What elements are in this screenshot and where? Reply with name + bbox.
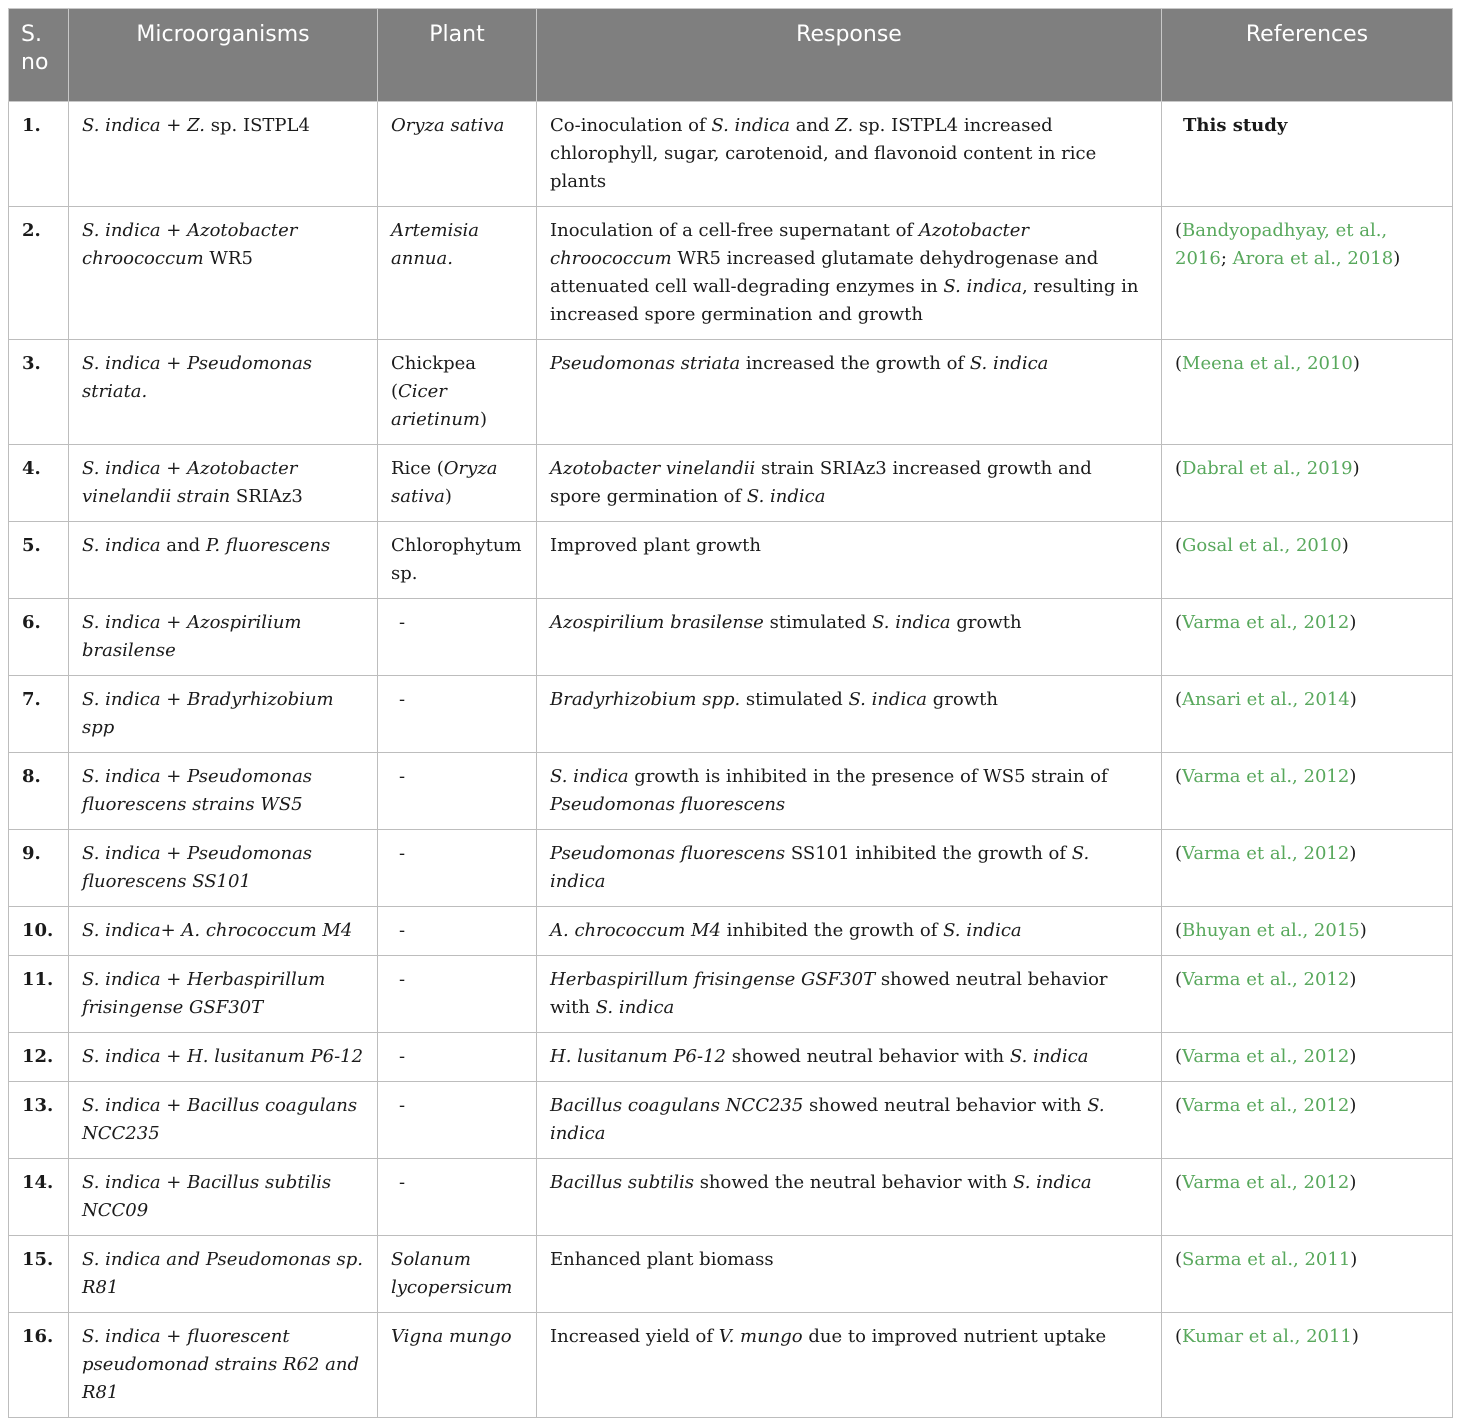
- response-cell: [537, 207, 1162, 340]
- microorganisms-cell: [69, 445, 378, 522]
- header-response: Response: [537, 9, 1162, 102]
- reference-link[interactable]: Varma et al., 2012: [1182, 766, 1350, 787]
- microorganism-text: +: [160, 766, 188, 787]
- microorganism-text: WR5: [203, 248, 253, 269]
- response-italic-text: Pseudomonas striata: [550, 353, 741, 374]
- response-text: showed neutral behavior with: [725, 1046, 1010, 1067]
- microorganism-italic-text: S. indica+ A. chrococcum M4: [82, 920, 353, 941]
- response-text: Increased yield of: [550, 1326, 719, 1347]
- response-cell: [537, 599, 1162, 676]
- microorganisms-cell: [69, 676, 378, 753]
- response-text: showed neutral behavior with: [550, 969, 1108, 1018]
- microorganism-italic-text: S. indica: [82, 220, 161, 241]
- table-row: [9, 599, 1453, 676]
- response-italic-text: S. indica: [746, 486, 826, 507]
- microorganism-italic-text: Bacillus subtilis NCC09: [82, 1172, 332, 1221]
- microorganisms-cell: [69, 1236, 378, 1313]
- reference-text: (: [1175, 920, 1183, 941]
- reference-text: ): [1349, 843, 1357, 864]
- response-text: inhibited the growth of: [720, 920, 944, 941]
- microorganism-text: +: [160, 843, 188, 864]
- reference-text: ): [1352, 353, 1360, 374]
- reference-link[interactable]: Kumar et al., 2011: [1182, 1326, 1352, 1347]
- microorganisms-cell: [69, 340, 378, 445]
- response-text: Co-inoculation of: [550, 115, 712, 136]
- microorganism-text: +: [160, 458, 188, 479]
- response-text: SS101 inhibited the growth of: [785, 843, 1072, 864]
- microorganisms-cell: [69, 102, 378, 207]
- response-text: stimulated: [763, 612, 873, 633]
- response-text: growth: [927, 689, 998, 710]
- plant-cell: [378, 830, 537, 907]
- microorganism-italic-text: Azotobacter vinelandii strain: [82, 458, 298, 507]
- references-cell: [1162, 207, 1453, 340]
- reference-text: ): [1352, 458, 1360, 479]
- reference-link[interactable]: Bhuyan et al., 2015: [1182, 920, 1360, 941]
- response-italic-text: S. indica: [848, 689, 928, 710]
- plant-cell: [378, 1159, 537, 1236]
- row-number: 4.: [9, 445, 69, 522]
- microorganism-italic-text: S. indica and Pseudomonas sp. R81: [82, 1249, 364, 1298]
- row-number: 6.: [9, 599, 69, 676]
- response-text: Enhanced plant biomass: [550, 1249, 774, 1270]
- references-cell: [1162, 1236, 1453, 1313]
- response-italic-text: S. indica: [711, 115, 790, 136]
- microorganism-italic-text: Bradyrhizobium spp: [82, 689, 334, 738]
- row-number: 5.: [9, 522, 69, 599]
- table-container: [8, 8, 1452, 1418]
- references-cell: [1162, 676, 1453, 753]
- table-header-row: [9, 9, 1453, 102]
- microorganism-italic-text: Pseudomonas fluorescens strains WS5: [82, 766, 313, 815]
- plant-text: -: [399, 1046, 406, 1067]
- plant-text: -: [399, 689, 406, 710]
- plant-text: ): [480, 409, 488, 430]
- table-row: [9, 1033, 1453, 1082]
- row-number: 7.: [9, 676, 69, 753]
- response-text: sp. ISTPL4 increased chlorophyll, sugar, carotenoid, and flavonoid content in rice plants: [550, 115, 1097, 192]
- references-cell: [1162, 1033, 1453, 1082]
- response-italic-text: Pseudomonas fluorescens: [550, 843, 786, 864]
- plant-cell: [378, 753, 537, 830]
- reference-text: (: [1175, 220, 1183, 241]
- response-italic-text: S. indica: [1013, 1172, 1092, 1193]
- references-cell: [1162, 1082, 1453, 1159]
- response-italic-text: Bacillus subtilis: [550, 1172, 694, 1193]
- microorganism-text: +: [160, 1095, 188, 1116]
- microorganisms-cell: [69, 907, 378, 956]
- response-text: Inoculation of a cell-free supernatant of: [550, 220, 919, 241]
- microorganism-text: SRIAz3: [230, 486, 303, 507]
- table-row: [9, 102, 1453, 207]
- microorganism-text: +: [160, 1046, 188, 1067]
- plant-cell: [378, 207, 537, 340]
- reference-text: ): [1350, 1249, 1358, 1270]
- response-italic-text: Pseudomonas fluorescens: [550, 794, 786, 815]
- response-cell: [537, 1082, 1162, 1159]
- reference-text: (: [1175, 1172, 1183, 1193]
- reference-text: (: [1175, 535, 1183, 556]
- plant-italic-text: Cicer arietinum: [391, 381, 480, 430]
- reference-text: ): [1349, 1095, 1357, 1116]
- row-number: 10.: [9, 907, 69, 956]
- microorganism-italic-text: S. indica: [82, 843, 161, 864]
- response-cell: [537, 676, 1162, 753]
- plant-cell: [378, 340, 537, 445]
- microorganism-italic-text: S. indica: [82, 458, 161, 479]
- response-italic-text: S. indica: [550, 766, 629, 787]
- response-italic-text: V. mungo: [718, 1326, 803, 1347]
- row-number: 9.: [9, 830, 69, 907]
- response-text: stimulated: [740, 689, 849, 710]
- plant-text: -: [399, 969, 406, 990]
- microorganisms-cell: [69, 956, 378, 1033]
- row-number: 12.: [9, 1033, 69, 1082]
- plant-text: -: [399, 1172, 406, 1193]
- reference-text: ): [1341, 535, 1349, 556]
- reference-link[interactable]: Varma et al., 2012: [1182, 843, 1350, 864]
- response-italic-text: S. indica: [943, 276, 1022, 297]
- microorganism-text: sp. ISTPL4: [205, 115, 310, 136]
- microorganism-italic-text: Azospirilium brasilense: [82, 612, 302, 661]
- reference-link[interactable]: Meena et al., 2010: [1182, 353, 1353, 374]
- microorganism-italic-text: S. indica: [82, 612, 161, 633]
- response-cell: [537, 1033, 1162, 1082]
- plant-cell: [378, 907, 537, 956]
- references-cell: [1162, 830, 1453, 907]
- response-text: growth is inhibited in the presence of WS5 strain of: [628, 766, 1108, 787]
- table-row: [9, 1082, 1453, 1159]
- microorganism-italic-text: S. indica: [82, 115, 161, 136]
- reference-link[interactable]: Bandyopadhyay, et al., 2016: [1175, 220, 1388, 269]
- microorganisms-cell: [69, 1313, 378, 1418]
- reference-link[interactable]: Sarma et al., 2011: [1182, 1249, 1351, 1270]
- response-italic-text: H. lusitanum P6-12: [550, 1046, 726, 1067]
- response-italic-text: S. indica: [969, 353, 1049, 374]
- response-text: showed neutral behavior with: [803, 1095, 1088, 1116]
- response-italic-text: Azotobacter chroococcum: [550, 220, 1030, 269]
- response-italic-text: Azotobacter vinelandii: [550, 458, 756, 479]
- microorganism-italic-text: S. indica: [82, 969, 161, 990]
- plant-italic-text: Vigna mungo: [391, 1326, 512, 1347]
- plant-cell: [378, 956, 537, 1033]
- references-cell: [1162, 907, 1453, 956]
- response-cell: [537, 1159, 1162, 1236]
- microorganisms-cell: [69, 753, 378, 830]
- response-italic-text: S. indica: [595, 997, 675, 1018]
- plant-text: -: [399, 1095, 406, 1116]
- row-number: 14.: [9, 1159, 69, 1236]
- reference-text: ): [1349, 969, 1357, 990]
- reference-text: ): [1349, 766, 1357, 787]
- response-italic-text: Bradyrhizobium spp.: [550, 689, 741, 710]
- plant-text: ): [444, 486, 452, 507]
- reference-text: ): [1349, 1172, 1357, 1193]
- header-references: References: [1162, 9, 1453, 102]
- response-cell: [537, 445, 1162, 522]
- microorganism-italic-text: Bacillus coagulans NCC235: [82, 1095, 358, 1144]
- references-cell: [1162, 956, 1453, 1033]
- microorganism-italic-text: S. indica: [82, 1172, 161, 1193]
- plant-cell: [378, 599, 537, 676]
- plant-text: Chickpea (: [391, 353, 477, 402]
- microorganism-italic-text: Pseudomonas fluorescens SS101: [82, 843, 313, 892]
- plant-italic-text: Oryza sativa: [391, 458, 498, 507]
- response-italic-text: Herbaspirillum frisingense GSF30T: [550, 969, 876, 990]
- references-cell: [1162, 599, 1453, 676]
- plant-cell: [378, 522, 537, 599]
- references-cell: [1162, 102, 1453, 207]
- header-plant: Plant: [378, 9, 537, 102]
- table-row: [9, 445, 1453, 522]
- reference-text: ): [1349, 612, 1357, 633]
- plant-cell: [378, 676, 537, 753]
- plant-italic-text: Oryza sativa: [391, 115, 505, 136]
- microorganism-italic-text: Pseudomonas striata.: [82, 353, 313, 402]
- reference-link[interactable]: Varma et al., 2012: [1182, 1172, 1350, 1193]
- microorganism-italic-text: Herbaspirillum frisingense GSF30T: [82, 969, 326, 1018]
- plant-text: Chlorophytum sp.: [391, 535, 522, 584]
- microorganism-italic-text: S. indica: [82, 1326, 161, 1347]
- table-row: [9, 956, 1453, 1033]
- reference-link[interactable]: Varma et al., 2012: [1182, 1095, 1350, 1116]
- reference-text: This study: [1183, 115, 1288, 136]
- microorganism-italic-text: S. indica: [82, 535, 161, 556]
- reference-text: (: [1175, 843, 1183, 864]
- microorganisms-cell: [69, 830, 378, 907]
- reference-text: (: [1175, 612, 1183, 633]
- references-cell: [1162, 753, 1453, 830]
- plant-cell: [378, 102, 537, 207]
- microorganism-text: +: [160, 220, 188, 241]
- reference-text: ): [1349, 689, 1357, 710]
- table-row: [9, 1159, 1453, 1236]
- response-italic-text: S. indica: [550, 843, 1090, 892]
- reference-text: ): [1359, 920, 1367, 941]
- row-number: 8.: [9, 753, 69, 830]
- reference-text: (: [1175, 689, 1183, 710]
- table-row: [9, 522, 1453, 599]
- plant-cell: [378, 1033, 537, 1082]
- microorganism-interaction-table: [8, 8, 1453, 1418]
- microorganism-italic-text: S. indica: [82, 1046, 161, 1067]
- table-row: [9, 830, 1453, 907]
- response-italic-text: A. chrococcum M4: [550, 920, 721, 941]
- response-cell: [537, 522, 1162, 599]
- response-cell: [537, 830, 1162, 907]
- header-microorganisms: Microorganisms: [69, 9, 378, 102]
- row-number: 11.: [9, 956, 69, 1033]
- reference-text: (: [1175, 1095, 1183, 1116]
- microorganism-italic-text: Azotobacter chroococcum: [82, 220, 298, 269]
- reference-text: (: [1175, 1249, 1183, 1270]
- reference-text: (: [1175, 458, 1183, 479]
- plant-cell: [378, 445, 537, 522]
- microorganism-italic-text: S. indica: [82, 689, 161, 710]
- reference-text: ): [1349, 1046, 1357, 1067]
- table-row: [9, 1236, 1453, 1313]
- response-italic-text: S. indica: [1009, 1046, 1089, 1067]
- reference-link[interactable]: Varma et al., 2012: [1182, 969, 1350, 990]
- references-cell: [1162, 1313, 1453, 1418]
- response-text: Improved plant growth: [550, 535, 761, 556]
- microorganisms-cell: [69, 1033, 378, 1082]
- microorganism-italic-text: P. fluorescens: [205, 535, 331, 556]
- reference-link[interactable]: Ansari et al., 2014: [1182, 689, 1350, 710]
- plant-text: -: [399, 920, 406, 941]
- microorganisms-cell: [69, 522, 378, 599]
- microorganism-text: +: [160, 689, 188, 710]
- microorganism-text: +: [160, 353, 188, 374]
- header-sno: S. no: [9, 9, 69, 102]
- microorganisms-cell: [69, 1082, 378, 1159]
- reference-text: (: [1175, 766, 1183, 787]
- references-cell: [1162, 522, 1453, 599]
- row-number: 1.: [9, 102, 69, 207]
- table-row: [9, 753, 1453, 830]
- reference-text: (: [1175, 1326, 1183, 1347]
- response-text: , resulting in increased spore germination and growth: [550, 276, 1139, 325]
- plant-cell: [378, 1082, 537, 1159]
- microorganisms-cell: [69, 1159, 378, 1236]
- response-cell: [537, 340, 1162, 445]
- plant-text: -: [399, 843, 406, 864]
- response-italic-text: S. indica: [872, 612, 951, 633]
- microorganism-text: +: [160, 115, 188, 136]
- reference-link[interactable]: Varma et al., 2012: [1182, 612, 1350, 633]
- response-cell: [537, 102, 1162, 207]
- response-cell: [537, 1236, 1162, 1313]
- reference-link[interactable]: Arora et al., 2018: [1232, 248, 1394, 269]
- microorganism-italic-text: S. indica: [82, 1095, 161, 1116]
- row-number: 2.: [9, 207, 69, 340]
- plant-cell: [378, 1236, 537, 1313]
- response-text: increased the growth of: [740, 353, 970, 374]
- reference-text: (: [1175, 1046, 1183, 1067]
- response-italic-text: Z.: [835, 115, 854, 136]
- plant-text: Rice (: [391, 458, 444, 479]
- reference-link[interactable]: Varma et al., 2012: [1182, 1046, 1350, 1067]
- microorganism-italic-text: S. indica: [82, 353, 161, 374]
- microorganism-italic-text: H. lusitanum P6-12: [187, 1046, 364, 1067]
- response-text: strain SRIAz3 increased growth and spore germination of: [550, 458, 1092, 507]
- microorganism-text: +: [160, 969, 188, 990]
- reference-text: ;: [1220, 248, 1233, 269]
- row-number: 3.: [9, 340, 69, 445]
- table-row: [9, 1313, 1453, 1418]
- microorganisms-cell: [69, 207, 378, 340]
- reference-text: (: [1175, 353, 1183, 374]
- plant-italic-text: Artemisia annua.: [391, 220, 480, 269]
- response-cell: [537, 956, 1162, 1033]
- microorganism-text: +: [160, 612, 188, 633]
- references-cell: [1162, 1159, 1453, 1236]
- table-row: [9, 907, 1453, 956]
- response-cell: [537, 907, 1162, 956]
- microorganism-italic-text: S. indica: [82, 766, 161, 787]
- response-cell: [537, 1313, 1162, 1418]
- table-row: [9, 207, 1453, 340]
- response-text: growth: [950, 612, 1022, 633]
- microorganism-text: and: [160, 535, 206, 556]
- microorganisms-cell: [69, 599, 378, 676]
- response-text: and: [789, 115, 836, 136]
- references-cell: [1162, 445, 1453, 522]
- references-cell: [1162, 340, 1453, 445]
- plant-text: -: [399, 766, 406, 787]
- response-italic-text: Azospirilium brasilense: [550, 612, 764, 633]
- microorganism-italic-text: fluorescent pseudomonad strains R62 and R81: [82, 1326, 359, 1403]
- response-text: showed the neutral behavior with: [693, 1172, 1014, 1193]
- row-number: 15.: [9, 1236, 69, 1313]
- reference-text: ): [1351, 1326, 1359, 1347]
- microorganism-text: +: [160, 1326, 188, 1347]
- plant-italic-text: Solanum lycopersicum: [391, 1249, 513, 1298]
- row-number: 13.: [9, 1082, 69, 1159]
- reference-link[interactable]: Gosal et al., 2010: [1182, 535, 1342, 556]
- reference-link[interactable]: Dabral et al., 2019: [1182, 458, 1353, 479]
- table-body: [9, 102, 1453, 1418]
- microorganism-italic-text: Z.: [187, 115, 206, 136]
- table-row: [9, 676, 1453, 753]
- reference-text: ): [1393, 248, 1401, 269]
- response-italic-text: Bacillus coagulans NCC235: [550, 1095, 804, 1116]
- plant-text: -: [399, 612, 406, 633]
- response-text: WR5 increased glutamate dehydrogenase and attenuated cell wall-degrading enzymes in: [550, 248, 1099, 297]
- row-number: 16.: [9, 1313, 69, 1418]
- reference-text: (: [1175, 969, 1183, 990]
- response-italic-text: S. indica: [550, 1095, 1105, 1144]
- response-cell: [537, 753, 1162, 830]
- table-row: [9, 340, 1453, 445]
- response-text: due to improved nutrient uptake: [802, 1326, 1107, 1347]
- microorganism-text: +: [160, 1172, 188, 1193]
- response-italic-text: S. indica: [943, 920, 1022, 941]
- plant-cell: [378, 1313, 537, 1418]
